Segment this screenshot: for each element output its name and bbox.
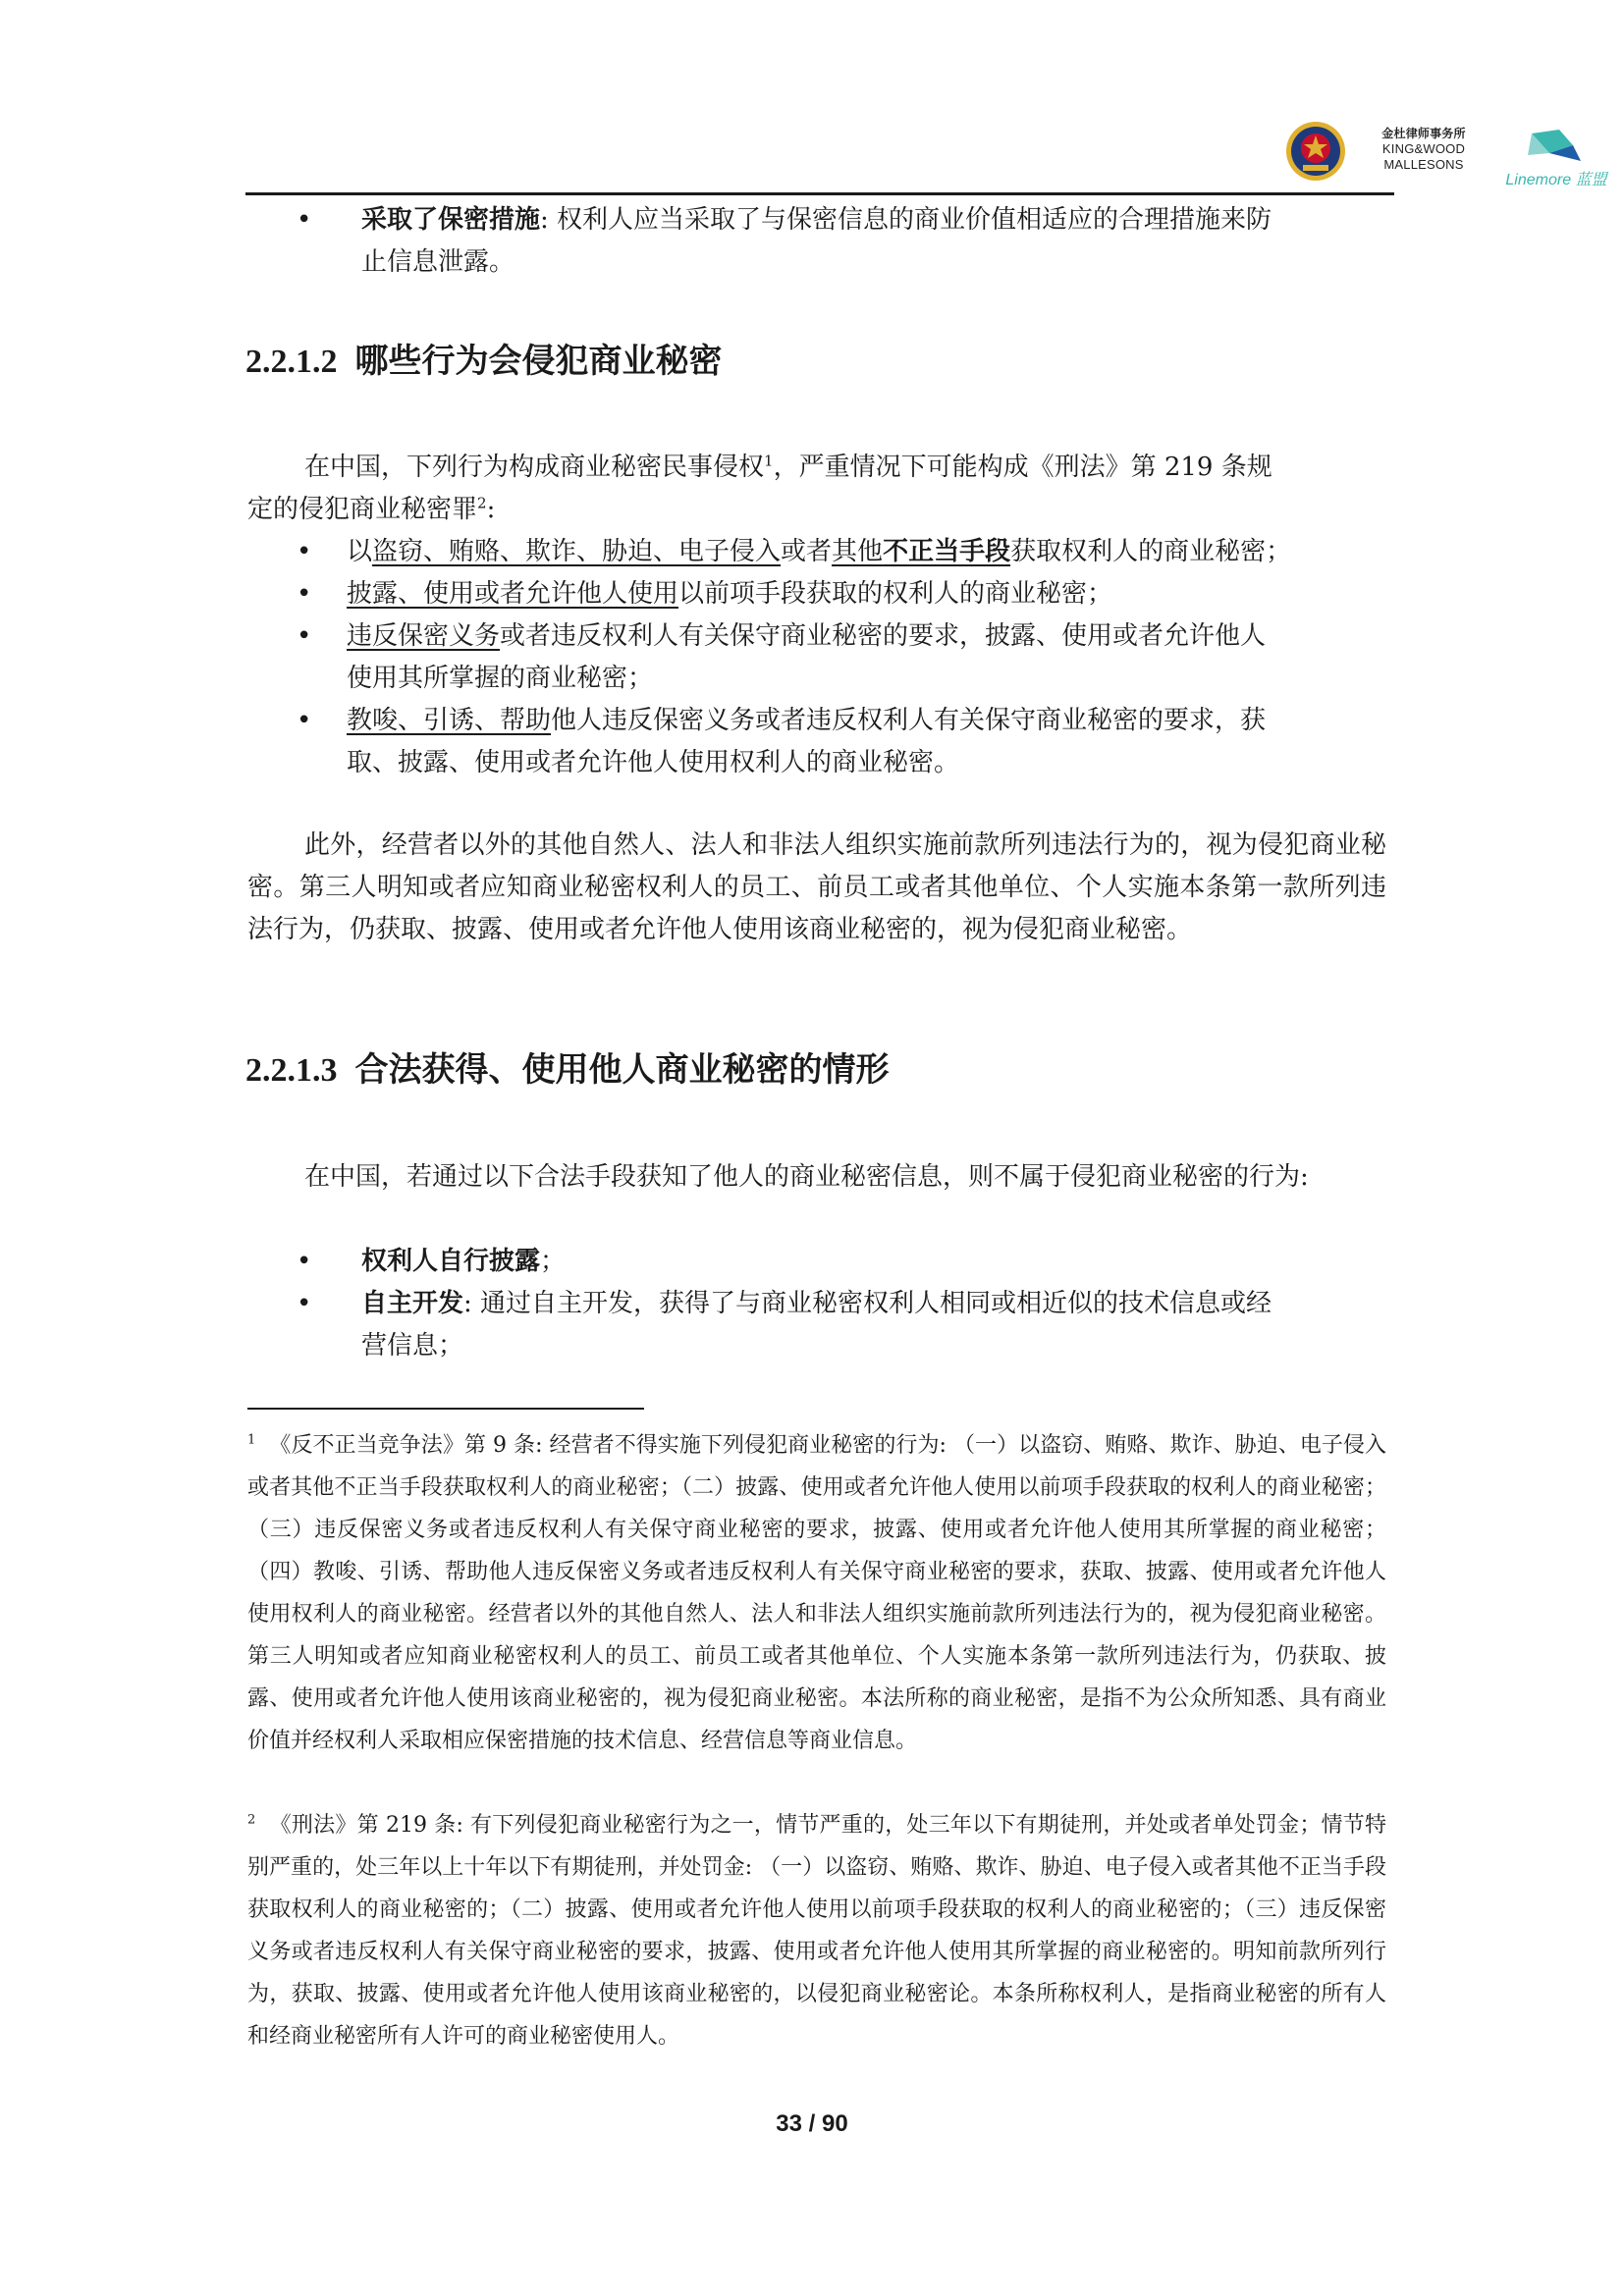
paragraph-intro-2213: 在中国，若通过以下合法手段获知了他人的商业秘密信息，则不属于侵犯商业秘密的行为:	[304, 1162, 1309, 1192]
bullet-dot: •	[297, 621, 312, 651]
kwm-logo-en-1: KING&WOOD	[1381, 141, 1466, 156]
linemore-en: Linemore	[1505, 172, 1572, 188]
section-title: 哪些行为会侵犯商业秘密	[354, 342, 723, 381]
bullet-bold-label: 采取了保密措施	[361, 205, 541, 235]
list-item: • 违反保密义务或者违反权利人有关保守商业秘密的要求，披露、使用或者允许他人 使用其所掌握的商业秘密；	[247, 615, 1386, 700]
footnote-2	[247, 1804, 1386, 2057]
police-emblem-icon	[1281, 116, 1350, 187]
linemore-mark-icon	[1502, 126, 1610, 169]
bullet-text-cont: 止信息泄露。	[361, 247, 515, 277]
footnote-mark: 2	[247, 1812, 256, 1828]
bullet-dot: •	[297, 205, 312, 235]
bullet-dot: •	[297, 706, 312, 735]
list-item: • 自主开发: 通过自主开发，获得了与商业秘密权利人相同或相近似的技术信息或经 营信息；	[247, 1283, 1386, 1367]
footnote-separator	[247, 1408, 644, 1410]
list-item: • 披露、使用或者允许他人使用以前项手段获取的权利人的商业秘密；	[247, 573, 1386, 615]
linemore-logo	[1502, 126, 1610, 188]
list-item: • 以盗窃、贿赂、欺诈、胁迫、电子侵入或者其他不正当手段获取权利人的商业秘密；	[247, 531, 1386, 573]
linemore-cn: 蓝盟	[1575, 172, 1607, 188]
bullet-dot: •	[297, 1247, 312, 1276]
footnote-text: 《反不正当竞争法》第 9 条: 经营者不得实施下列侵犯商业秘密的行为: （一）以盗窃、贿赂、欺诈、胁迫、电子侵入或者其他不正当手段获取权利人的商业秘密；（二）披露、使用或者允许他人使用以前项手段获取的权利人的商业秘密；（三）违反保密义务或者违反权利人有关保守商业秘密的要求，披露、使用或者允许他人使用其所掌握的商业秘密；（四）教唆、引诱、帮助他人违反保密义务或者违反权利人有关保守商业秘密的要求，获取、披露、使用或者允许他人使用权利人的商业秘密。经营者以外的其他自然人、法人和非法人组织实施前款所列违法行为的，视为侵犯商业秘密。第三人明知或者应知商业秘密权利人的员工、前员工或者其他单位、个人实施本条第一款所列违法行为，仍获取、披露、使用或者允许他人使用该商业秘密的，视为侵犯商业秘密。本法所称的商业秘密，是指不为公众所知悉、具有商业价值并经权利人采取相应保密措施的技术信息、经营信息等商业信息。	[247, 1433, 1386, 1753]
footnote-mark: 1	[247, 1432, 256, 1448]
kwm-logo	[1365, 126, 1483, 185]
section-heading-2212	[245, 340, 723, 384]
footnote-text: 《刑法》第 219 条: 有下列侵犯商业秘密行为之一，情节严重的，处三年以下有期徒刑，并处或者单处罚金；情节特别严重的，处三年以上十年以下有期徒刑，并处罚金: （一）以盗窃、贿赂、欺诈、胁迫、电子侵入或者其他不正当手段获取权利人的商业秘密的；（二）披露、使用或者允许他人使用以前项手段获取的权利人的商业秘密的；（三）违反保密义务或者违反权利人有关保守商业秘密的要求，披露、使用或者允许他人使用其所掌握的商业秘密的。明知前款所列行为，获取、披露、使用或者允许他人使用该商业秘密的，以侵犯商业秘密论。本条所称权利人，是指商业秘密的所有人和经商业秘密所有人许可的商业秘密使用人。	[247, 1813, 1386, 2049]
paragraph-intro-2212: 在中国，下列行为构成商业秘密民事侵权$^1$，严重情况下可能构成《刑法》第 219 条规 定的侵犯商业秘密罪$^2$:	[247, 452, 1272, 524]
header-rule	[245, 192, 1394, 195]
kwm-logo-cn: 金杜律师事务所	[1381, 127, 1466, 140]
section-title: 合法获得、使用他人商业秘密的情形	[354, 1050, 890, 1090]
footnote-ref-2: 2	[477, 494, 487, 512]
page-header	[245, 116, 1607, 194]
bullet-text: : 权利人应当采取了与保密信息的商业价值相适应的合理措施来防	[540, 205, 1272, 235]
section-number: 2.2.1.2	[245, 344, 338, 380]
page-number: 33 / 90	[776, 2110, 848, 2137]
footnote-1	[247, 1424, 1386, 1762]
paragraph-2212-additional: 此外，经营者以外的其他自然人、法人和非法人组织实施前款所列违法行为的，视为侵犯商业秘密。第三人明知或者应知商业秘密权利人的员工、前员工或者其他单位、个人实施本条第一款所列违法行为，仍获取、披露、使用或者允许他人使用该商业秘密的，视为侵犯商业秘密。	[247, 830, 1386, 944]
section-number: 2.2.1.3	[245, 1052, 338, 1089]
bullet-dot: •	[297, 537, 312, 566]
list-item-confidentiality-measures	[247, 199, 1386, 284]
section-heading-2213	[245, 1048, 890, 1093]
list-item: • 权利人自行披露；	[247, 1241, 1386, 1283]
list-item: • 教唆、引诱、帮助他人违反保密义务或者违反权利人有关保守商业秘密的要求，获 取、披露、使用或者允许他人使用权利人的商业秘密。	[247, 700, 1386, 784]
kwm-logo-en-2: MALLESONS	[1383, 157, 1464, 172]
bullet-dot: •	[297, 579, 312, 609]
bullet-dot: •	[297, 1289, 312, 1318]
footnote-ref-1: 1	[764, 452, 774, 470]
